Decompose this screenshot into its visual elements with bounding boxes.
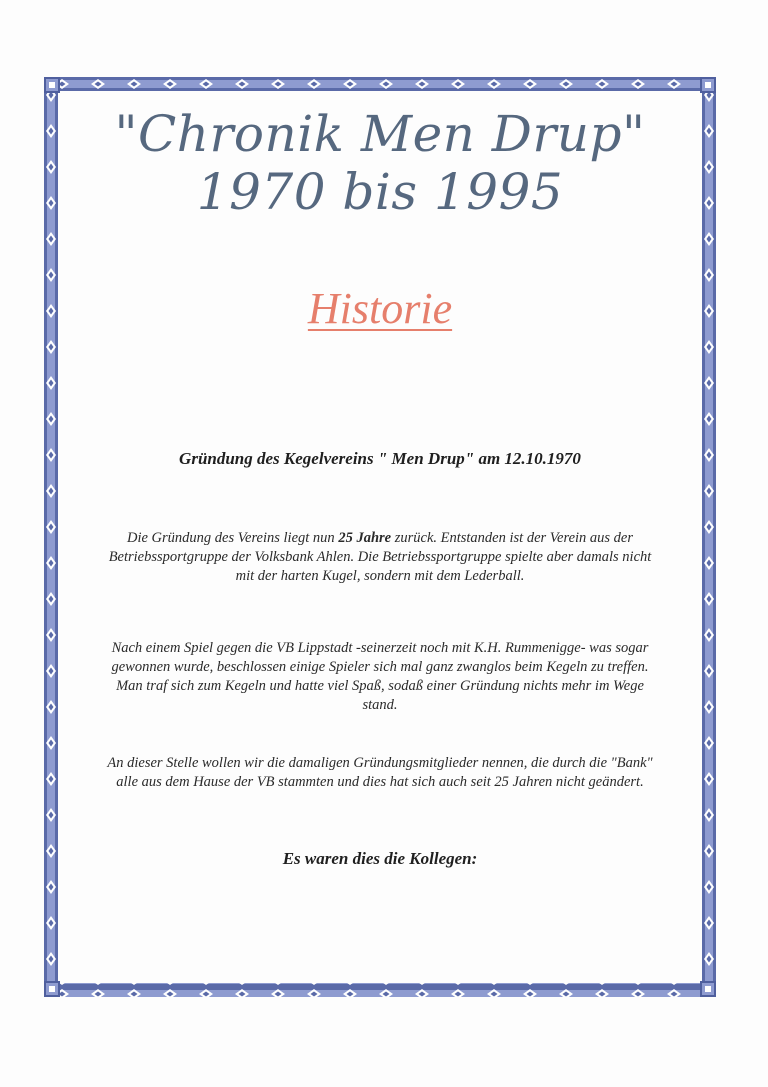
main-title: [44, 105, 716, 221]
paragraph-3: An dieser Stelle wollen wir die damaligen Gründungsmitglieder nennen, die durch die "Bank" alle aus dem Hause der VB stammten und dies hat sich auch seit 25 Jahren nicht geändert.: [107, 755, 653, 790]
document-page: [44, 77, 716, 997]
title-line-2: 1970 bis 1995: [196, 163, 564, 221]
paragraph-2: Nach einem Spiel gegen die VB Lippstadt -seinerzeit noch mit K.H. Rummenigge- was sogar gewonnen wurde, beschlossen einige Spieler sich mal ganz zwanglos beim Kegeln zu treffen. Man traf sich zum Kegeln und hatte viel Spaß, sodaß einer Gründung nichts mehr im Wege stand.: [111, 640, 649, 713]
paragraph-1-bold: 25 Jahre: [338, 530, 392, 546]
paragraph-1-end: zurück. Entstanden ist der Verein aus der Betriebssportgruppe der Volksbank Ahlen. Die Betriebssportgruppe spielte aber damals nicht mit der harten Kugel, sondern mit dem Lederball.: [108, 530, 652, 584]
section-title: Historie: [307, 284, 453, 333]
paragraph-1: [104, 529, 656, 586]
paragraph-1-start: Die Gründung des Vereins liegt nun: [127, 530, 339, 546]
founding-heading: Gründung des Kegelvereins " Men Drup" am 12.10.1970: [179, 449, 581, 468]
title-line-1: "Chronik Men Drup": [114, 105, 646, 163]
colleagues-heading: Es waren dies die Kollegen:: [282, 849, 478, 868]
